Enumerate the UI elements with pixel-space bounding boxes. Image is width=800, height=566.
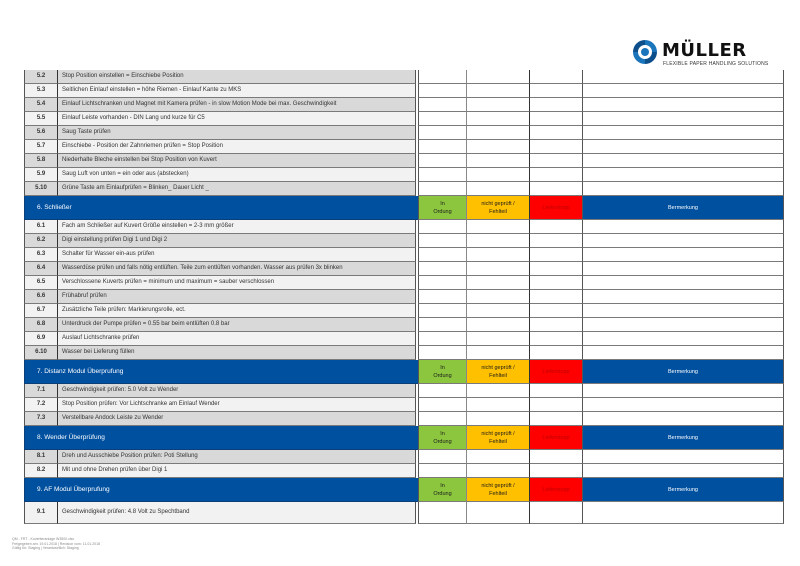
lieferstopp-cell[interactable] <box>530 346 583 360</box>
item-description: Verstellbare Andock Leiste zu Wender <box>58 412 416 426</box>
lieferstopp-cell[interactable] <box>530 168 583 182</box>
lieferstopp-cell[interactable] <box>530 464 583 478</box>
item-number: 5.3 <box>24 84 58 98</box>
item-description: Wasser bei Lieferung füllen <box>58 346 416 360</box>
table-row <box>24 290 784 304</box>
table-row <box>24 502 784 524</box>
table-row <box>24 304 784 318</box>
table-row <box>24 384 784 398</box>
nicht-geprueft-cell[interactable] <box>467 262 530 276</box>
lieferstopp-cell[interactable] <box>530 98 583 112</box>
bemerkung-header: Bermerkung <box>583 360 784 384</box>
in-ordnung-cell[interactable] <box>418 276 467 290</box>
bemerkung-cell[interactable] <box>583 248 784 262</box>
item-description: Geschwindigkeit prüfen: 5.0 Volt zu Wender <box>58 384 416 398</box>
in-ordnung-cell[interactable] <box>418 220 467 234</box>
lieferstopp-cell[interactable] <box>530 304 583 318</box>
table-row <box>24 140 784 154</box>
in-ordnung-header: In Ordung <box>418 196 467 220</box>
table-row <box>24 346 784 360</box>
in-ordnung-cell[interactable] <box>418 332 467 346</box>
nicht-geprueft-header: nicht geprüft / Fehlteil <box>467 426 530 450</box>
in-ordnung-cell[interactable] <box>418 126 467 140</box>
item-description: Dreh und Ausschiebe Position prüfen: Poti Stellung <box>58 450 416 464</box>
bemerkung-cell[interactable] <box>583 182 784 196</box>
lieferstopp-cell[interactable] <box>530 318 583 332</box>
nicht-geprueft-cell[interactable] <box>467 112 530 126</box>
table-row <box>24 450 784 464</box>
in-ordnung-cell[interactable] <box>418 182 467 196</box>
bemerkung-cell[interactable] <box>583 412 784 426</box>
table-row <box>24 318 784 332</box>
nicht-geprueft-cell[interactable] <box>467 126 530 140</box>
lieferstopp-cell[interactable] <box>530 220 583 234</box>
lieferstopp-cell[interactable] <box>530 112 583 126</box>
lieferstopp-cell[interactable] <box>530 384 583 398</box>
bemerkung-cell[interactable] <box>583 126 784 140</box>
item-number: 6.1 <box>24 220 58 234</box>
nicht-geprueft-cell[interactable] <box>467 220 530 234</box>
bemerkung-cell[interactable] <box>583 398 784 412</box>
section-header-6 <box>24 196 784 220</box>
item-description: Stop Position einstellen = Einschiebe Position <box>58 70 416 84</box>
item-number: 6.4 <box>24 262 58 276</box>
nicht-geprueft-header: nicht geprüft / Fehlteil <box>467 196 530 220</box>
table-row <box>24 70 784 84</box>
item-description: Niederhalte Bleche einstellen bei Stop Position von Kuvert <box>58 154 416 168</box>
bemerkung-cell[interactable] <box>583 70 784 84</box>
section-title: 8. Wender Überprüfung <box>24 426 416 450</box>
in-ordnung-cell[interactable] <box>418 70 467 84</box>
nicht-geprueft-cell[interactable] <box>467 154 530 168</box>
nicht-geprueft-header: nicht geprüft / Fehlteil <box>467 360 530 384</box>
brand-tagline: FLEXIBLE PAPER HANDLING SOLUTIONS <box>663 61 769 67</box>
bemerkung-cell[interactable] <box>583 112 784 126</box>
item-number: 6.5 <box>24 276 58 290</box>
footer-line: QM - FRT - Kuvertieranlage W3500.xlsx <box>12 537 75 541</box>
nicht-geprueft-cell[interactable] <box>467 98 530 112</box>
item-description: Mit und ohne Drehen prüfen über Digi 1 <box>58 464 416 478</box>
in-ordnung-header: In Ordung <box>418 478 467 502</box>
lieferstopp-cell[interactable] <box>530 262 583 276</box>
table-row <box>24 398 784 412</box>
item-description: Geschwindigkeit prüfen: 4.8 Volt zu Spechtband <box>58 502 416 524</box>
nicht-geprueft-cell[interactable] <box>467 318 530 332</box>
item-number: 5.7 <box>24 140 58 154</box>
nicht-geprueft-cell[interactable] <box>467 140 530 154</box>
lieferstopp-cell[interactable] <box>530 332 583 346</box>
nicht-geprueft-cell[interactable] <box>467 384 530 398</box>
item-description: Einlauf Leiste vorhanden - DIN Lang und kurze für C5 <box>58 112 416 126</box>
bemerkung-cell[interactable] <box>583 502 784 524</box>
item-description: Einschiebe - Position der Zahnriemen prüfen = Stop Position <box>58 140 416 154</box>
item-number: 7.2 <box>24 398 58 412</box>
lieferstopp-cell[interactable] <box>530 502 583 524</box>
item-number: 5.4 <box>24 98 58 112</box>
item-description: Wasserdüse prüfen und falls nötig entlüften. Teile zum entlüften vorhanden. Wasser aus prüfen 3x blinken <box>58 262 416 276</box>
section-header-8 <box>24 426 784 450</box>
section-header-9 <box>24 478 784 502</box>
in-ordnung-cell[interactable] <box>418 346 467 360</box>
in-ordnung-cell[interactable] <box>418 248 467 262</box>
in-ordnung-cell[interactable] <box>418 234 467 248</box>
bemerkung-header: Bermerkung <box>583 426 784 450</box>
table-row <box>24 154 784 168</box>
bemerkung-cell[interactable] <box>583 84 784 98</box>
table-row <box>24 220 784 234</box>
nicht-geprueft-cell[interactable] <box>467 168 530 182</box>
bemerkung-cell[interactable] <box>583 290 784 304</box>
lieferstopp-cell[interactable] <box>530 84 583 98</box>
in-ordnung-cell[interactable] <box>418 98 467 112</box>
checklist-table <box>24 70 784 524</box>
item-number: 6.6 <box>24 290 58 304</box>
item-number: 5.8 <box>24 154 58 168</box>
section-title: 6. Schließer <box>24 196 416 220</box>
item-number: 5.9 <box>24 168 58 182</box>
section-title: 9. AF Modul Überprufung <box>24 478 416 502</box>
item-description: Fach am Schließer auf Kuvert Größe einstellen = 2-3 mm größer <box>58 220 416 234</box>
section-title: 7. Distanz Modul Überprufung <box>24 360 416 384</box>
footer-line: Freigegeben am: 19.01.2018 | Revision vom: 11.01.2018 <box>12 541 101 546</box>
item-description: Schalter für Wasser ein-aus prüfen <box>58 248 416 262</box>
nicht-geprueft-cell[interactable] <box>467 332 530 346</box>
lieferstopp-cell[interactable] <box>530 248 583 262</box>
nicht-geprueft-cell[interactable] <box>467 276 530 290</box>
table-row <box>24 332 784 346</box>
brand-name: MÜLLER <box>662 40 747 61</box>
item-number: 6.3 <box>24 248 58 262</box>
nicht-geprueft-cell[interactable] <box>467 304 530 318</box>
item-description: Digi einstellung prüfen Digi 1 und Digi 2 <box>58 234 416 248</box>
in-ordnung-cell[interactable] <box>418 84 467 98</box>
item-description: Verschlossene Kuverts prüfen = minimum und maximum = sauber verschlossen <box>58 276 416 290</box>
in-ordnung-cell[interactable] <box>418 262 467 276</box>
nicht-geprueft-cell[interactable] <box>467 412 530 426</box>
nicht-geprueft-cell[interactable] <box>467 398 530 412</box>
item-number: 5.5 <box>24 112 58 126</box>
nicht-geprueft-cell[interactable] <box>467 346 530 360</box>
nicht-geprueft-cell[interactable] <box>467 234 530 248</box>
item-number: 6.9 <box>24 332 58 346</box>
in-ordnung-cell[interactable] <box>418 318 467 332</box>
table-row <box>24 112 784 126</box>
item-description: Auslauf Lichtschranke prüfen <box>58 332 416 346</box>
lieferstopp-header: Lieferstopp <box>530 360 583 384</box>
lieferstopp-cell[interactable] <box>530 276 583 290</box>
lieferstopp-cell[interactable] <box>530 412 583 426</box>
nicht-geprueft-cell[interactable] <box>467 84 530 98</box>
table-row <box>24 168 784 182</box>
bemerkung-cell[interactable] <box>583 346 784 360</box>
lieferstopp-header: Lieferstopp <box>530 426 583 450</box>
item-description: Unterdruck der Pumpe prüfen = 0.55 bar beim entlüften 0.8 bar <box>58 318 416 332</box>
in-ordnung-cell[interactable] <box>418 290 467 304</box>
bemerkung-cell[interactable] <box>583 98 784 112</box>
item-description: Einlauf Lichtschranken und Magnet mit Kamera prüfen - in slow Motion Mode bei max. Geschwindigkeit <box>58 98 416 112</box>
bemerkung-cell[interactable] <box>583 464 784 478</box>
in-ordnung-cell[interactable] <box>418 412 467 426</box>
item-number: 7.3 <box>24 412 58 426</box>
lieferstopp-cell[interactable] <box>530 450 583 464</box>
item-number: 5.6 <box>24 126 58 140</box>
bemerkung-cell[interactable] <box>583 220 784 234</box>
bemerkung-cell[interactable] <box>583 234 784 248</box>
in-ordnung-cell[interactable] <box>418 304 467 318</box>
nicht-geprueft-cell[interactable] <box>467 182 530 196</box>
lieferstopp-cell[interactable] <box>530 290 583 304</box>
bemerkung-header: Bermerkung <box>583 478 784 502</box>
item-description: Frühabruf prüfen <box>58 290 416 304</box>
item-description: Zusätzliche Teile prüfen: Markierungsrolle, ect. <box>58 304 416 318</box>
table-row <box>24 182 784 196</box>
item-description: Saug Luft von unten = ein oder aus (abstecken) <box>58 168 416 182</box>
swirl-logo-icon <box>632 39 658 65</box>
bemerkung-cell[interactable] <box>583 318 784 332</box>
table-row <box>24 412 784 426</box>
lieferstopp-header: Lieferstopp <box>530 196 583 220</box>
item-description: Grüne Taste am Einlaufprüfen = Blinken_ Dauer Licht _ <box>58 182 416 196</box>
table-row <box>24 248 784 262</box>
nicht-geprueft-cell[interactable] <box>467 502 530 524</box>
brand-logo <box>632 39 769 71</box>
in-ordnung-cell[interactable] <box>418 464 467 478</box>
nicht-geprueft-cell[interactable] <box>467 464 530 478</box>
bemerkung-cell[interactable] <box>583 140 784 154</box>
nicht-geprueft-header: nicht geprüft / Fehlteil <box>467 478 530 502</box>
lieferstopp-cell[interactable] <box>530 234 583 248</box>
in-ordnung-cell[interactable] <box>418 112 467 126</box>
item-number: 7.1 <box>24 384 58 398</box>
bemerkung-cell[interactable] <box>583 276 784 290</box>
in-ordnung-cell[interactable] <box>418 140 467 154</box>
bemerkung-cell[interactable] <box>583 332 784 346</box>
lieferstopp-cell[interactable] <box>530 154 583 168</box>
in-ordnung-header: In Ordung <box>418 426 467 450</box>
bemerkung-cell[interactable] <box>583 384 784 398</box>
lieferstopp-cell[interactable] <box>530 182 583 196</box>
lieferstopp-header: Lieferstopp <box>530 478 583 502</box>
item-description: Stop Position prüfen: Vor Lichtschranke am Einlauf Wender <box>58 398 416 412</box>
bemerkung-header: Bermerkung <box>583 196 784 220</box>
in-ordnung-cell[interactable] <box>418 450 467 464</box>
item-number: 8.2 <box>24 464 58 478</box>
item-number: 5.10 <box>24 182 58 196</box>
in-ordnung-cell[interactable] <box>418 168 467 182</box>
item-description: Saug Taste prüfen <box>58 126 416 140</box>
bemerkung-cell[interactable] <box>583 450 784 464</box>
item-number: 6.8 <box>24 318 58 332</box>
nicht-geprueft-cell[interactable] <box>467 290 530 304</box>
nicht-geprueft-cell[interactable] <box>467 248 530 262</box>
item-number: 6.2 <box>24 234 58 248</box>
item-number: 8.1 <box>24 450 58 464</box>
in-ordnung-cell[interactable] <box>418 502 467 524</box>
lieferstopp-cell[interactable] <box>530 70 583 84</box>
item-number: 6.7 <box>24 304 58 318</box>
item-number: 5.2 <box>24 70 58 84</box>
table-row <box>24 84 784 98</box>
lieferstopp-cell[interactable] <box>530 126 583 140</box>
lieferstopp-cell[interactable] <box>530 140 583 154</box>
in-ordnung-header: In Ordung <box>418 360 467 384</box>
bemerkung-cell[interactable] <box>583 262 784 276</box>
bemerkung-cell[interactable] <box>583 168 784 182</box>
bemerkung-cell[interactable] <box>583 154 784 168</box>
table-row <box>24 276 784 290</box>
table-row <box>24 98 784 112</box>
table-row <box>24 234 784 248</box>
in-ordnung-cell[interactable] <box>418 154 467 168</box>
lieferstopp-cell[interactable] <box>530 398 583 412</box>
section-header-7 <box>24 360 784 384</box>
item-number: 9.1 <box>24 502 58 524</box>
nicht-geprueft-cell[interactable] <box>467 450 530 464</box>
footer-line: Gültig für: Staging | Verantwortlich: Staging <box>12 546 79 550</box>
document-footer <box>12 537 100 551</box>
in-ordnung-cell[interactable] <box>418 398 467 412</box>
in-ordnung-cell[interactable] <box>418 384 467 398</box>
table-row <box>24 126 784 140</box>
item-description: Seitlichen Einlauf einstellen = höhe Riemen - Einlauf Kante zu MKS <box>58 84 416 98</box>
table-row <box>24 464 784 478</box>
bemerkung-cell[interactable] <box>583 304 784 318</box>
table-row <box>24 262 784 276</box>
item-number: 6.10 <box>24 346 58 360</box>
nicht-geprueft-cell[interactable] <box>467 70 530 84</box>
